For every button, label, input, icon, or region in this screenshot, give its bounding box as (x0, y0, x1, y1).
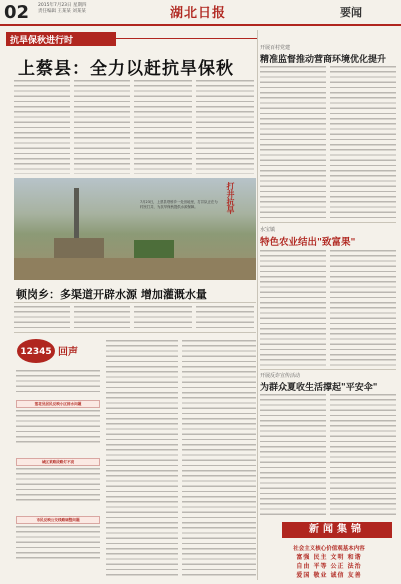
core-values-line: 爱国 敬业 诚信 友善 (296, 572, 362, 579)
right-item1-headline: 精准监督推动营商环境优化提升 (260, 55, 387, 65)
hotline-item-body (16, 526, 100, 560)
right-item3-headline: 为群众夏收生活撑起"平安伞" (260, 383, 378, 393)
topic-band (6, 32, 116, 46)
right-item3-body (330, 394, 396, 518)
column-divider (257, 30, 258, 580)
hotline-body-column (182, 340, 256, 576)
newspaper-masthead: 湖北日报 (170, 6, 227, 21)
article2-body-column (74, 306, 130, 330)
core-values-line: 富强 民主 文明 和谐 (296, 554, 362, 561)
header-date (38, 3, 98, 15)
hotline-item-title: 城区某路段路灯不亮 (16, 458, 100, 466)
hotline-suffix: 回声 (58, 347, 78, 358)
section-label: 要闻 (340, 6, 362, 19)
hotline-item-title: 莲花县居民反映小区排水问题 (16, 400, 100, 408)
right-item1-kicker: 开展百村党建 (260, 45, 291, 51)
photo-caption: 7月23日，上蔡县塔桥乡一处田地里，打井队正在为村民打井，为抗旱保秋提供水源保障。 (140, 200, 218, 209)
right-item2-kicker: 水宝镇 (260, 227, 276, 233)
lead-body-column (134, 80, 192, 174)
topic-band-label: 抗旱保秋进行时 (10, 36, 74, 46)
right-item3-kicker: 开展反诈宣传活动 (260, 373, 301, 379)
article2-body-column (14, 306, 70, 330)
core-values-box (262, 544, 396, 579)
field-ground (14, 258, 256, 280)
core-values-title: 社会主义核心价值观基本内容 (293, 546, 365, 552)
crop-patch (134, 240, 174, 258)
hotline-intro (16, 370, 100, 396)
lead-body-column (74, 80, 130, 174)
section-divider (14, 332, 256, 333)
article2-rule (14, 302, 256, 303)
core-values-line: 自由 平等 公正 法治 (296, 563, 362, 570)
lead-body-column (196, 80, 254, 174)
right-item3-body (260, 394, 326, 518)
news-roundup-banner: 新闻集锦 (282, 522, 392, 538)
hotline-body-column (106, 340, 178, 576)
hotline-number: 12345 (20, 347, 52, 357)
right-item2-body (330, 250, 396, 368)
hotline-item (16, 516, 100, 560)
page-number: 02 (4, 2, 30, 23)
right-item1-body (330, 66, 396, 220)
drill-rig-base (54, 238, 104, 260)
right-item2-body (260, 250, 326, 368)
hotline-item-title: 市民反映公交线路调整问题 (16, 516, 100, 524)
article2-headline: 顿岗乡：多渠道开辟水源 增加灌溉水量 (16, 288, 207, 301)
right-item2-headline: 特色农业结出"致富果" (260, 237, 356, 248)
right-divider (260, 369, 396, 370)
article2-body-column (196, 306, 254, 330)
photo-side-title: 打井抗旱 (226, 182, 236, 214)
lead-body-column (14, 80, 70, 174)
topic-rule (116, 38, 258, 39)
right-divider (260, 222, 396, 223)
right-item1-body (260, 66, 326, 220)
lead-headline: 上蔡县：全力以赶抗旱保秋 (18, 59, 234, 79)
date-line-1: 2015年7月23日 星期四 (38, 3, 87, 8)
article2-body-column (134, 306, 192, 330)
hotline-logo (16, 336, 84, 366)
date-line-2: 责任编辑 王某某 刘某某 (38, 9, 86, 14)
hotline-item-body (16, 468, 100, 502)
hotline-item (16, 458, 100, 502)
hotline-item-body (16, 410, 100, 444)
hotline-list (16, 400, 100, 574)
news-photo (14, 178, 256, 280)
hotline-item (16, 400, 100, 444)
